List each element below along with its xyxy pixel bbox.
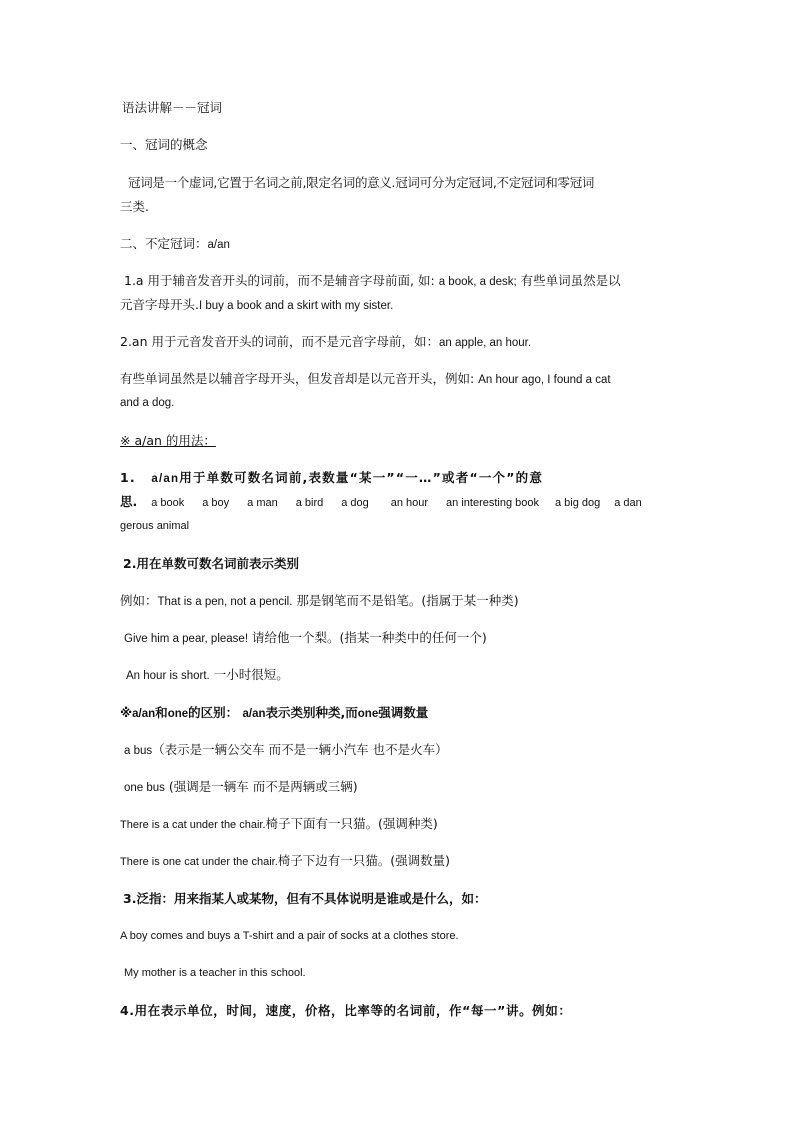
rule-2-example: an apple, an hour. xyxy=(438,337,532,349)
rule-2-text: 2.an 用于元音发音开头的词前，而不是元音字母前，如： xyxy=(120,334,439,349)
difference-example-2 xyxy=(124,778,680,797)
example-word: a dan xyxy=(614,497,642,509)
rule-1-tail: 有些单词虽然是以 xyxy=(516,273,621,288)
difference-heading xyxy=(120,704,676,723)
usage-3-example-1: A boy comes and buys a T-shirt and a pair of socks at a clothes store. xyxy=(120,930,459,942)
usage-1-line3: gerous animal xyxy=(120,520,190,532)
example-word: a dog xyxy=(341,497,369,509)
usage-2-heading: 2.用在单数可数名词前表示类别 xyxy=(123,556,299,571)
example-word: an interesting book xyxy=(446,497,539,509)
usage-3-heading: 3.泛指：用来指某人或某物，但有不具体说明是谁或是什么，如： xyxy=(123,891,487,906)
difference-and: 和 xyxy=(155,705,168,720)
difference-example-4 xyxy=(120,852,676,871)
rule-1-example: a book, a desk; xyxy=(438,276,517,288)
section-1-text-line2: 三类. xyxy=(120,199,149,214)
example-word: an hour xyxy=(390,497,429,509)
difference-article-1: a/an xyxy=(132,708,156,720)
usage-2-example-1 xyxy=(120,592,676,611)
difference-example-1 xyxy=(124,741,680,760)
difference-article-2: a/an xyxy=(242,708,266,720)
usage-2-example-1-en: That is a pen, not a pencil. xyxy=(157,596,293,608)
difference-label: 的区别： xyxy=(188,705,239,720)
difference-example-1-en: a bus xyxy=(124,745,153,757)
section-2-heading-en: a/an xyxy=(207,239,230,251)
difference-example-4-en: There is one cat under the chair. xyxy=(120,856,278,868)
rule-1-line1 xyxy=(124,272,680,291)
difference-desc: 表示类别种类,而 xyxy=(265,705,358,720)
usage-1-line1 xyxy=(120,469,676,488)
rule-3-line1 xyxy=(120,370,676,389)
rule-3-line2: and a dog. xyxy=(120,397,175,409)
usage-1-line2-cn: 思. xyxy=(120,494,138,509)
rule-3-example: An hour ago, I found a cat xyxy=(478,374,611,386)
usage-1-number: 1. xyxy=(120,470,136,485)
example-word: a big dog xyxy=(554,497,601,509)
usage-3-example-2: My mother is a teacher in this school. xyxy=(124,967,306,979)
section-1-text-line1: 冠词是一个虚词,它置于名词之前,限定名词的意义.冠词可分为定冠词,不定冠词和零冠词 xyxy=(128,175,595,190)
rule-1-text: 1.a 用于辅音发音开头的词前，而不是辅音字母前面, 如: xyxy=(124,273,439,288)
section-1-heading: 一、冠词的概念 xyxy=(120,137,208,152)
difference-example-3-en: There is a cat under the chair. xyxy=(120,819,266,831)
section-2-heading-cn: 二、不定冠词： xyxy=(120,236,208,251)
example-word: a book xyxy=(151,497,185,509)
difference-one-2: one xyxy=(357,708,379,720)
example-word: a man xyxy=(247,497,278,509)
difference-example-4-cn: 椅子下边有一只猫。(强调数量) xyxy=(277,853,451,868)
doc-title: 语法讲解－－冠词 xyxy=(122,100,223,115)
usage-2-example-2 xyxy=(124,629,680,648)
rule-1-line2-example: I buy a book and a skirt with my sister. xyxy=(198,300,394,312)
usage-1-text: 用于单数可数名词前,表数量“某一”“一…”或者“一个”的意 xyxy=(179,470,544,485)
example-word: a boy xyxy=(202,497,230,509)
usage-2-example-1-prefix: 例如： xyxy=(120,593,158,608)
usage-2-example-1-cn: 那是钢笔而不是铅笔。(指属于某一种类) xyxy=(292,593,519,608)
usage-1-article: a/an xyxy=(151,473,180,485)
difference-emphasis: 强调数量 xyxy=(378,705,429,720)
example-word: a bird xyxy=(295,497,324,509)
usage-2-example-3-en: An hour is short. xyxy=(126,670,210,682)
usage-1-line2 xyxy=(120,493,676,512)
difference-example-2-cn: (强调是一辆车 而不是两辆或三辆) xyxy=(164,779,358,794)
difference-example-1-cn: （表示是一辆公交车 而不是一辆小汽车 也不是火车） xyxy=(152,742,448,757)
rule-1-line2 xyxy=(120,296,676,315)
rule-1-line2-cn: 元音字母开头. xyxy=(120,297,199,312)
difference-one-1: one xyxy=(167,708,189,720)
rule-3-text: 有些单词虽然是以辅音字母开头，但发音却是以元音开头，例如: xyxy=(120,371,479,386)
difference-example-3 xyxy=(120,815,676,834)
usage-4-heading: 4.用在表示单位，时间，速度，价格，比率等的名词前，作“每一”讲。例如： xyxy=(120,1003,572,1018)
usage-2-example-3-cn: 一小时很短。 xyxy=(209,667,289,682)
difference-mark: ※ xyxy=(120,705,133,720)
usage-heading: ※ a/an 的用法： xyxy=(120,433,216,448)
section-2-heading xyxy=(120,235,676,254)
difference-example-2-en: one bus xyxy=(124,782,165,794)
usage-2-example-3 xyxy=(126,666,682,685)
usage-2-example-2-en: Give him a pear, please! xyxy=(124,633,249,645)
rule-2-line xyxy=(120,333,676,352)
difference-example-3-cn: 椅子下面有一只猫。(强调种类) xyxy=(265,816,438,831)
usage-2-example-2-cn: 请给他一个梨。(指某一种类中的任何一个) xyxy=(248,630,487,645)
